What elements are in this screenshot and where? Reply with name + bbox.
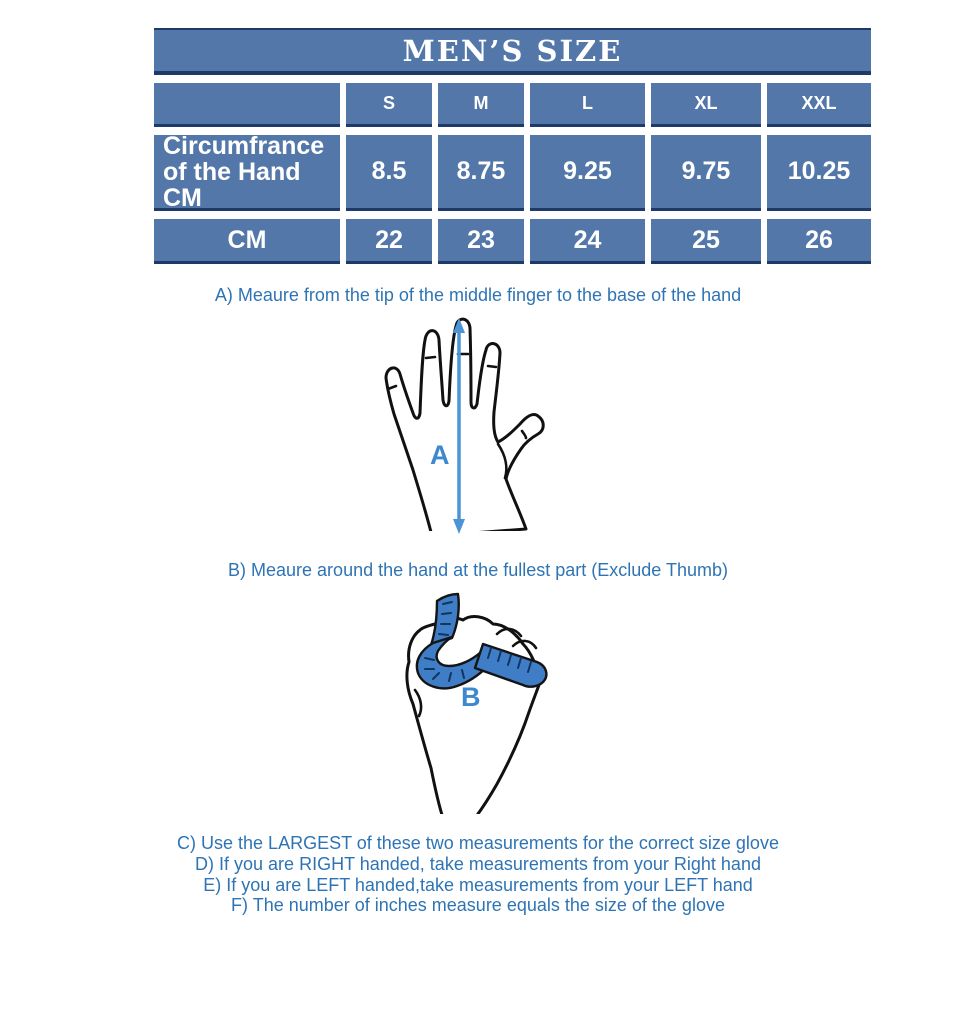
instruction-d: D) If you are RIGHT handed, take measurements from your Right hand <box>195 853 761 874</box>
table-cell: 23 <box>438 219 524 264</box>
open-hand-illustration <box>376 314 576 546</box>
cm-row <box>154 219 871 264</box>
empty-corner-cell <box>154 83 340 127</box>
size-header-m: M <box>438 83 524 127</box>
instructions-block <box>0 833 956 916</box>
mens-size-table <box>154 28 871 272</box>
row-label-cm: CM <box>154 219 340 264</box>
index-crease <box>488 366 496 367</box>
table-cell: 9.75 <box>651 135 761 211</box>
ring-crease <box>426 357 435 358</box>
instruction-c: C) Use the LARGEST of these two measurements for the correct size glove <box>177 833 779 853</box>
size-header-s: S <box>346 83 432 127</box>
figure-label-b: B <box>461 682 481 712</box>
row-label-circumference: Circumfrance of the Hand CM <box>154 135 340 211</box>
size-header-l: L <box>530 83 645 127</box>
instruction-e: E) If you are LEFT handed,take measurements from your LEFT hand <box>203 874 753 895</box>
wrist-open-gap <box>433 814 533 826</box>
wrist-open-gap <box>416 531 546 546</box>
size-header-xxl: XXL <box>767 83 871 127</box>
table-cell: 8.5 <box>346 135 432 211</box>
table-cell: 22 <box>346 219 432 264</box>
table-cell: 25 <box>651 219 761 264</box>
table-cell: 8.75 <box>438 135 524 211</box>
table-cell: 24 <box>530 219 645 264</box>
instruction-f: F) The number of inches measure equals the size of the glove <box>231 895 725 916</box>
fist-illustration <box>397 588 583 826</box>
size-header-row <box>154 83 871 127</box>
table-cell: 9.25 <box>530 135 645 211</box>
table-title: MEN’S SIZE <box>154 28 871 75</box>
size-header-xl: XL <box>651 83 761 127</box>
open-hand-outline <box>386 319 543 536</box>
table-cell: 26 <box>767 219 871 264</box>
instruction-a: A) Meaure from the tip of the middle finger to the base of the hand <box>214 285 742 305</box>
instruction-b: B) Meaure around the hand at the fullest part (Exclude Thumb) <box>228 560 728 580</box>
circumference-row <box>154 131 871 212</box>
table-cell: 10.25 <box>767 135 871 211</box>
figure-label-a: A <box>430 440 450 470</box>
